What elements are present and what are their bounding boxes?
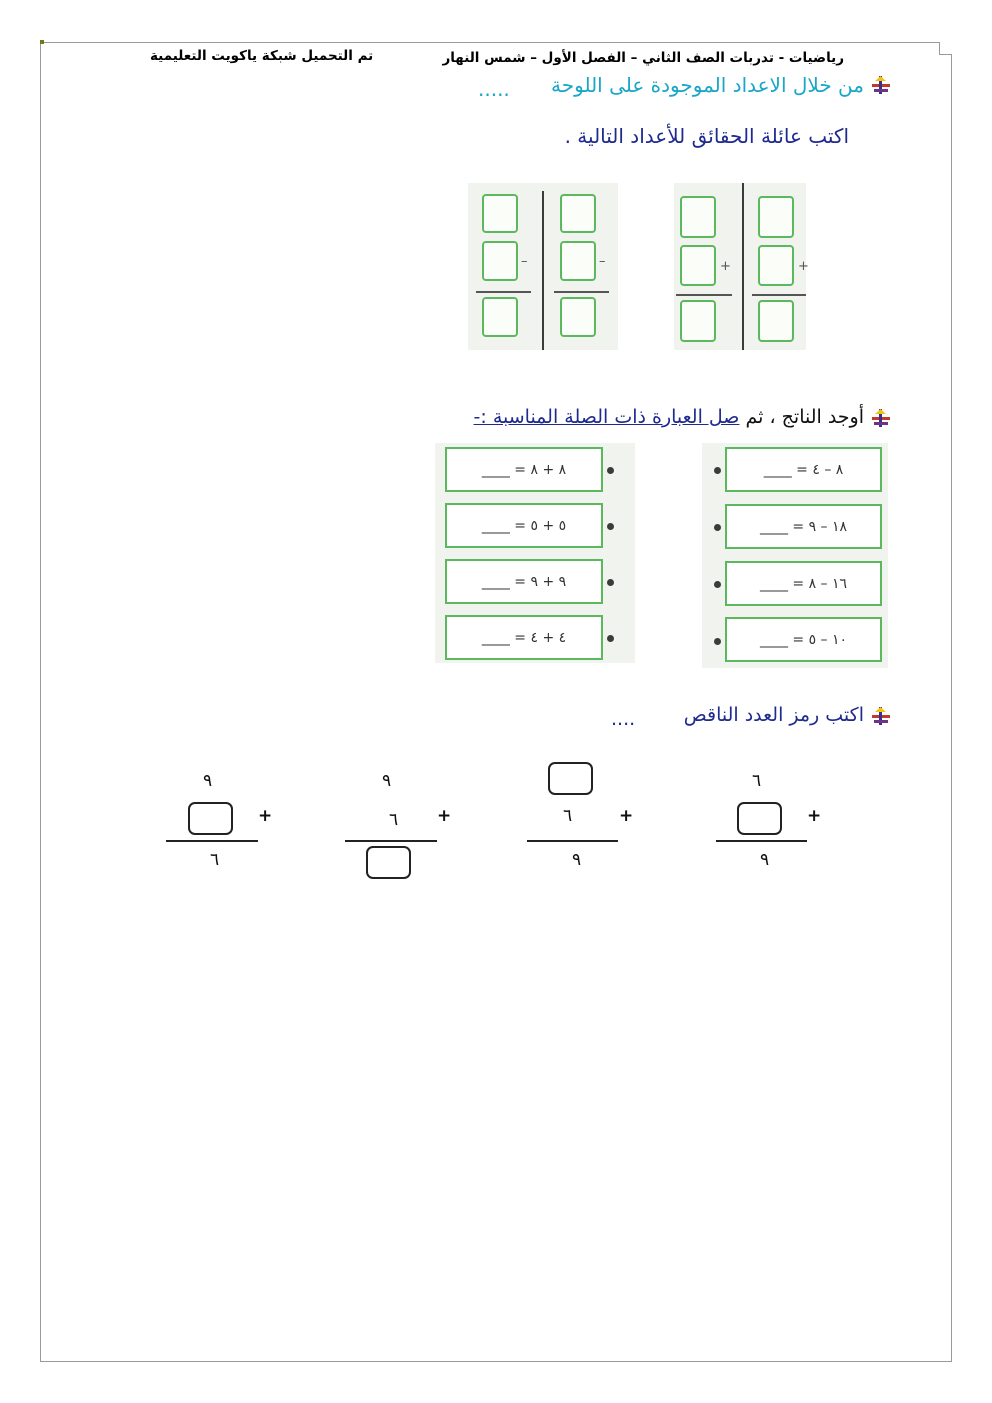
- equation-box: ١٦ – ٨ = ____: [725, 561, 882, 606]
- answer-box[interactable]: [680, 245, 716, 286]
- answer-box[interactable]: [758, 300, 794, 342]
- match-dot[interactable]: [714, 524, 721, 531]
- section1-title: من خلال الاعداد الموجودة على اللوحة: [551, 73, 864, 97]
- fact-family-subtraction-panel: [468, 183, 618, 350]
- missing-number-box[interactable]: [737, 802, 782, 835]
- answer-box[interactable]: [758, 196, 794, 238]
- problem-middle-number: ٦: [563, 806, 573, 826]
- answer-box[interactable]: [680, 300, 716, 342]
- section1-dots: .....: [478, 77, 510, 101]
- plus-sign: +: [437, 806, 452, 826]
- arrow-bullet-icon: [872, 707, 890, 725]
- sum-line: [716, 840, 807, 842]
- sum-line: [554, 291, 609, 293]
- answer-box[interactable]: [482, 297, 518, 337]
- problem-result-number: ٩: [760, 850, 770, 870]
- arrow-bullet-icon: [872, 409, 890, 427]
- matching-left-panel: [435, 443, 635, 663]
- equation-box: ٨ – ٤ = ____: [725, 447, 882, 492]
- answer-box[interactable]: [560, 194, 596, 233]
- plus-sign: +: [619, 806, 634, 826]
- plus-sign: +: [258, 806, 273, 826]
- equation-box: ٤ + ٤ = ____: [445, 615, 603, 660]
- sum-line: [676, 294, 732, 296]
- equation-box: ٥ + ٥ = ____: [445, 503, 603, 548]
- equation-box: ١٨ – ٩ = ____: [725, 504, 882, 549]
- section3-dots: ....: [611, 708, 636, 730]
- problem-middle-number: ٦: [389, 810, 399, 830]
- match-dot[interactable]: [714, 581, 721, 588]
- sum-line: [166, 840, 258, 842]
- equation-box: ٨ + ٨ = ____: [445, 447, 603, 492]
- match-dot[interactable]: [714, 467, 721, 474]
- section1-instruction: اكتب عائلة الحقائق للأعداد التالية .: [564, 124, 849, 148]
- section2-prefix: أوجد الناتج ، ثم: [745, 406, 864, 428]
- section3-title: اكتب رمز العدد الناقص: [683, 704, 864, 726]
- answer-box[interactable]: [680, 196, 716, 238]
- problem-result-number: ٩: [572, 850, 582, 870]
- answer-box[interactable]: [758, 245, 794, 286]
- page-marker: [40, 40, 44, 44]
- missing-number-box[interactable]: [366, 846, 411, 879]
- plus-sign: +: [807, 806, 822, 826]
- sum-line: [345, 840, 437, 842]
- section2-instruction: [474, 406, 864, 428]
- divider-line: [742, 183, 744, 350]
- problem-result-number: ٦: [210, 850, 220, 870]
- header-left-text: تم التحميل شبكة ياكويت التعليمية: [150, 48, 374, 64]
- missing-number-box[interactable]: [548, 762, 593, 795]
- minus-sign: –: [599, 254, 606, 269]
- header-right-text: رياضيات - تدربات الصف الثاني – الفصل الأول – شمس النهار: [442, 50, 844, 66]
- match-dot[interactable]: [607, 523, 614, 530]
- matching-right-panel: [702, 443, 888, 668]
- answer-box[interactable]: [482, 241, 518, 281]
- fact-family-addition-panel: [674, 183, 809, 350]
- plus-sign: +: [720, 259, 731, 274]
- answer-box[interactable]: [482, 194, 518, 233]
- missing-number-box[interactable]: [188, 802, 233, 835]
- answer-box[interactable]: [560, 297, 596, 337]
- sum-line: [476, 291, 531, 293]
- minus-sign: –: [521, 254, 528, 269]
- equation-box: ٩ + ٩ = ____: [445, 559, 603, 604]
- sum-line: [752, 294, 806, 296]
- equation-box: ١٠ – ٥ = ____: [725, 617, 882, 662]
- problem-top-number: ٩: [382, 771, 392, 791]
- sum-line: [527, 840, 618, 842]
- match-dot[interactable]: [714, 638, 721, 645]
- match-dot[interactable]: [607, 579, 614, 586]
- match-dot[interactable]: [607, 467, 614, 474]
- answer-box[interactable]: [560, 241, 596, 281]
- plus-sign: +: [798, 259, 809, 274]
- problem-top-number: ٦: [752, 771, 762, 791]
- problem-top-number: ٩: [203, 771, 213, 791]
- match-dot[interactable]: [607, 635, 614, 642]
- page-corner-fold: [939, 42, 952, 55]
- section2-link: صل العبارة ذات الصلة المناسبة :-: [473, 406, 740, 428]
- arrow-bullet-icon: [872, 76, 890, 94]
- divider-line: [542, 191, 544, 350]
